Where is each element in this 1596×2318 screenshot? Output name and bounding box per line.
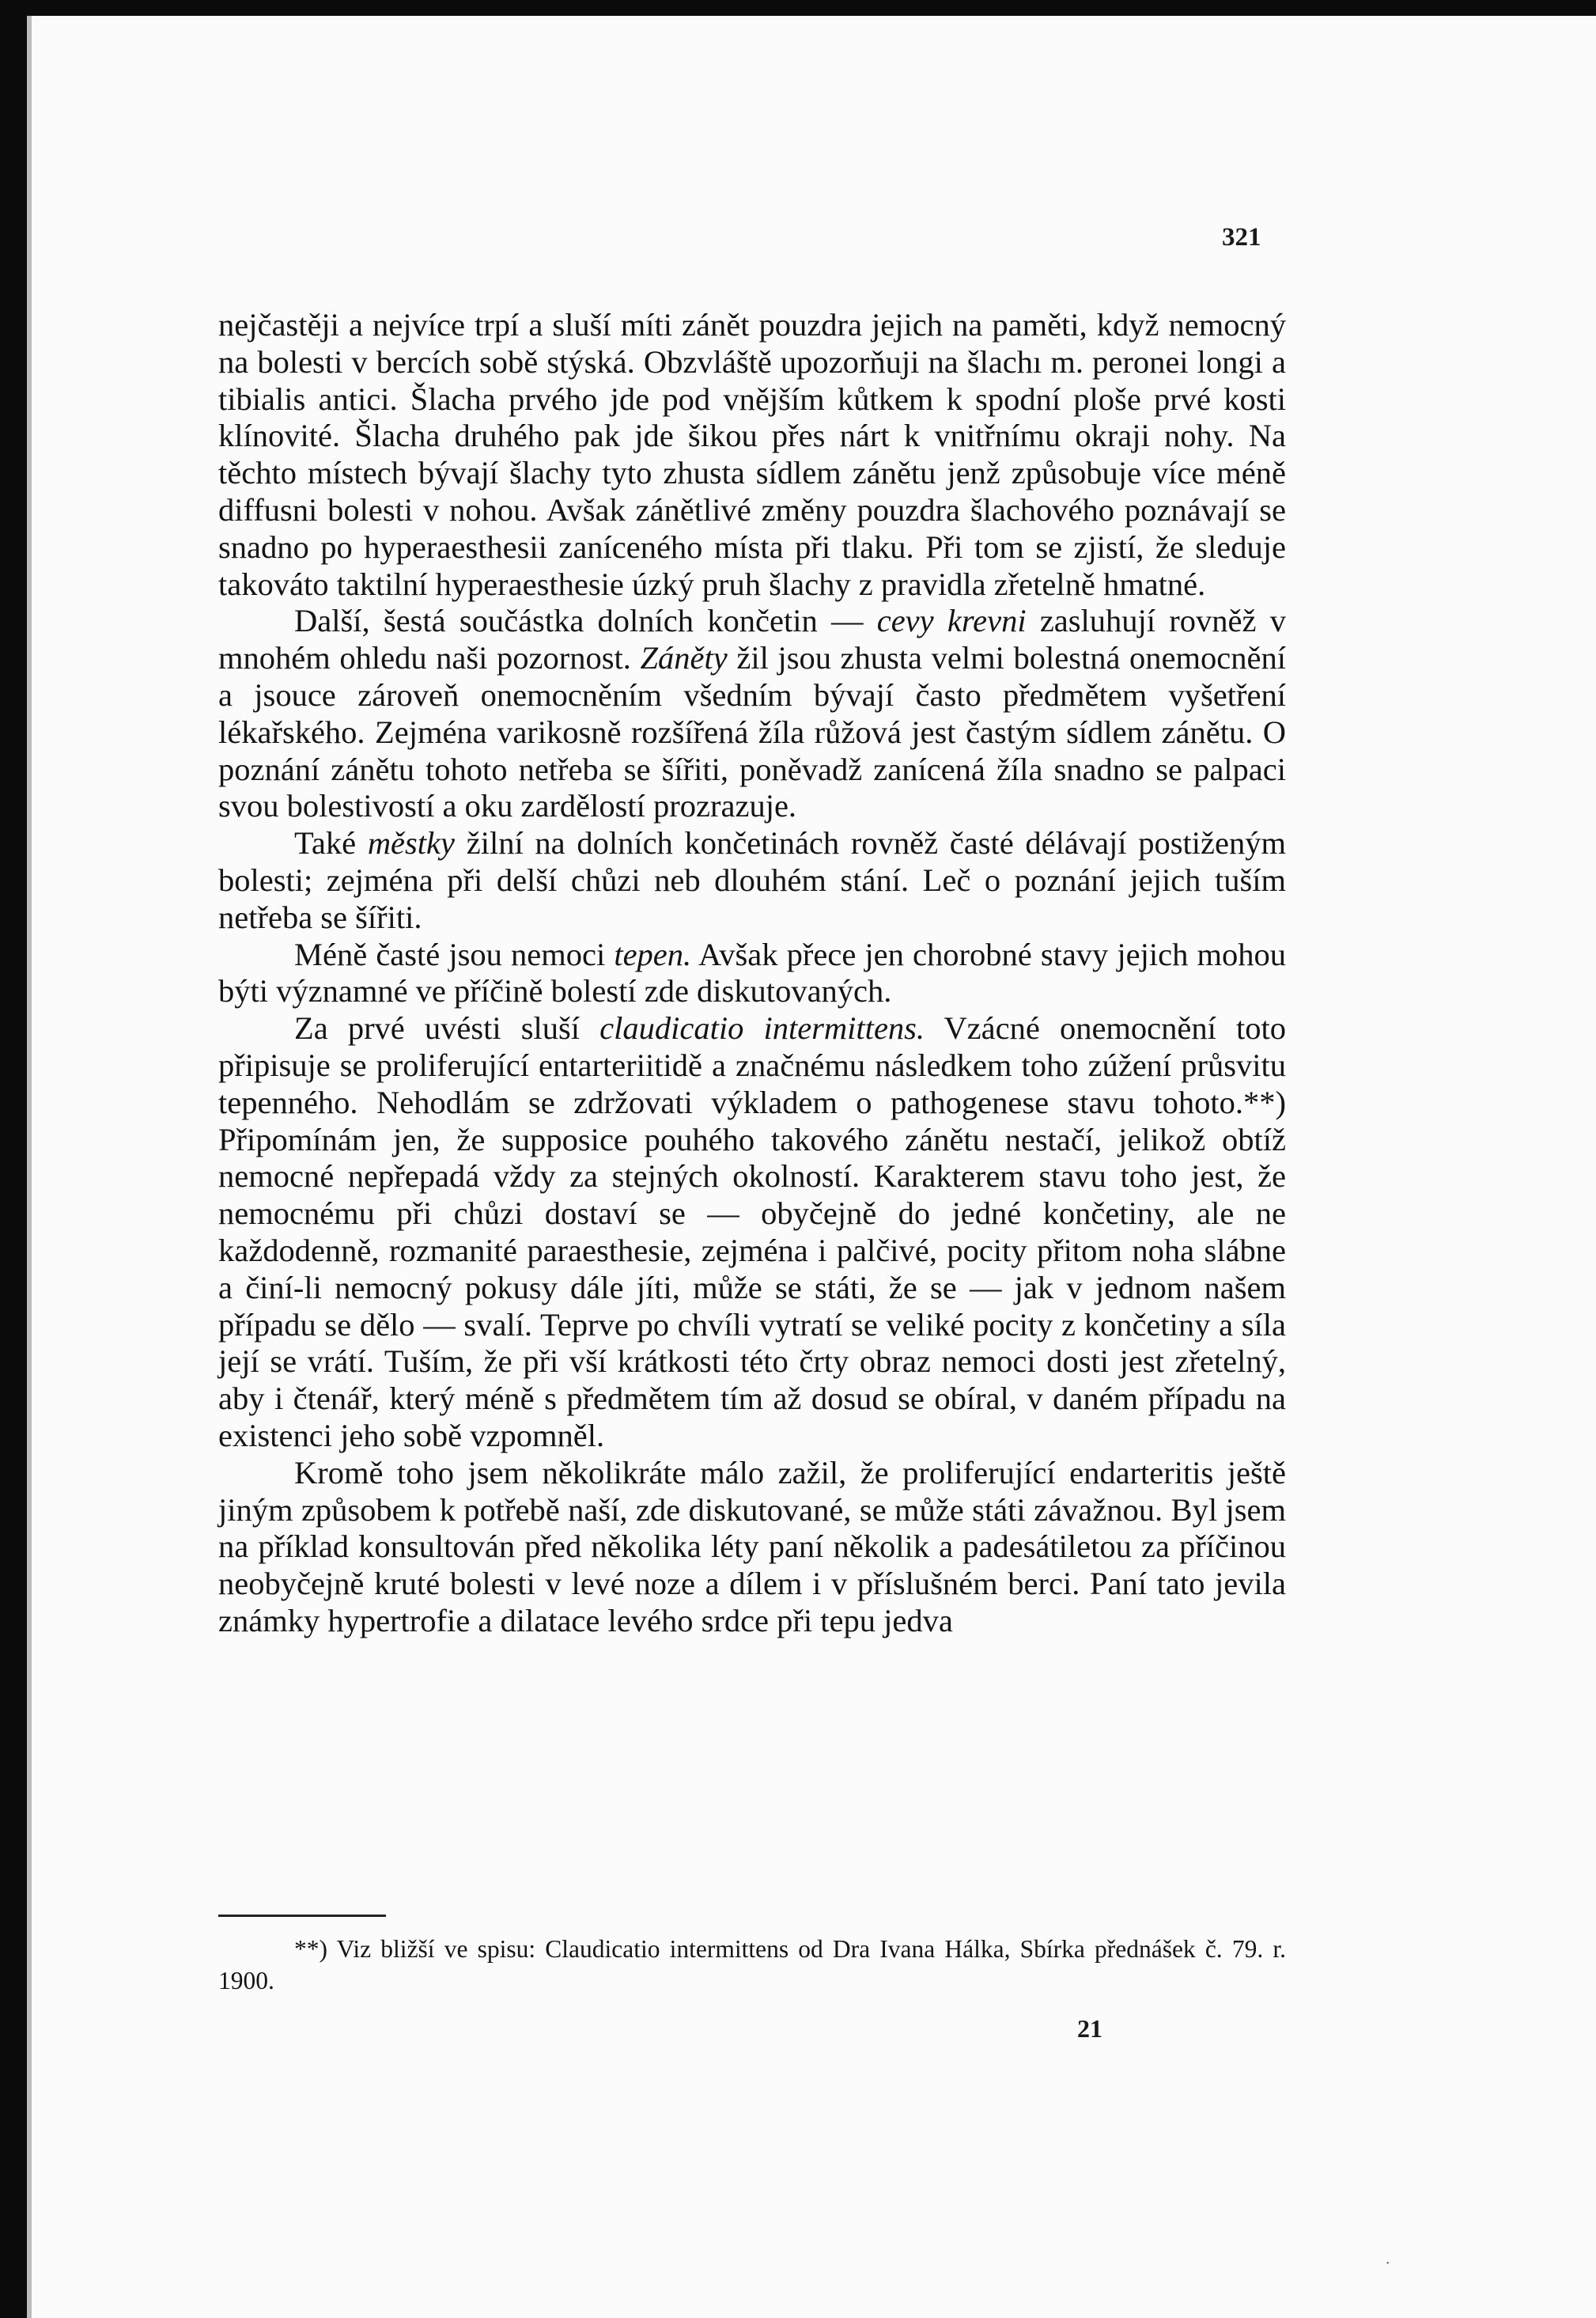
text-run: žil jsou zhusta velmi bolestná onemocnění a jsouce zároveň onemocněním všedním bývají často předmětem vyšetření lékařského. Zejména varikosně rozšířená žíla růžová jest častým sídlem zánětu. O poznání zánětu tohoto netřeba se šířiti, poněvadž zanícená žíla snadno se palpaci svou bolestivostí a oku zardělostí prozrazuje. xyxy=(218,640,1286,824)
footnote-divider xyxy=(218,1915,386,1917)
footnote: **) Viz bližší ve spisu: Claudicatio intermittens od Dra Ivana Hálka, Sbírka přednášek č. 79. r. 1900. xyxy=(218,1935,1286,1994)
paragraph-endarteritis: Kromě toho jsem několikráte málo zažil, že proliferující endarteritis ještě jiným způsobem k potřebě naší, zde diskutované, se může státi závažnou. Byl jsem na příklad konsultován před několika léty paní několik a padesátiletou za příčinou neobyčejně kruté bolesti v levé noze a dílem i v příslušném berci. Paní tato jevila známky hypertrofie a dilatace levého srdce při tepu jedva xyxy=(218,1454,1286,1638)
paragraph-varices xyxy=(218,825,1286,936)
text-run: Také xyxy=(294,825,368,862)
body-text xyxy=(218,307,1286,1640)
printer-signature-mark: 21 xyxy=(1077,2014,1102,2043)
italic-term: Záněty xyxy=(640,640,728,676)
page-number: 321 xyxy=(1222,223,1261,252)
text-run: žilní na dolních končetinách rovněž časté délávají postiženým bolesti; zejména při delší chůzi neb dlouhém stání. Leč o poznání jejich tuším netřeba se šířiti. xyxy=(218,825,1286,935)
book-page xyxy=(27,16,1596,2318)
italic-term: cevy krevni xyxy=(876,603,1027,639)
paragraph-tendons: nejčastěji a nejvíce trpí a sluší míti zánět pouzdra jejich na paměti, když nemocný na bolesti v bercích sobě stýská. Obzvláště upozorňuji na šlachı m. peronei longi a tibialis antici. Šlacha prvého jde pod vnějším kůtkem k spodní ploše prvé kosti klínovité. Šlacha druhého pak jde šikou přes nárt k vnitřnímu okraji nohy. Na těchto místech bývají šlachy tyto zhusta sídlem zánětu jenž způsobuje více méně diffusni bolesti v nohou. Avšak zánětlivé změny pouzdra šlachového poznávají se snadno po hyperaesthesii zaníceného místa při tlaku. Při tom se zjistí, že sleduje takováto taktilní hyperaesthesie úzký pruh šlachy z pravidla zřetelně hmatné. xyxy=(218,307,1286,602)
italic-term: městky xyxy=(367,825,456,862)
text-run: Avšak přece jen chorobné stavy jejich mohou býti významné ve příčině bolestí zde diskutovaných. xyxy=(218,936,1286,1009)
paragraph-blood-vessels xyxy=(218,603,1286,825)
corner-speck: ˙ xyxy=(1385,2258,1391,2278)
text-run: Méně časté jsou nemoci xyxy=(294,936,615,972)
text-run: Vzácné onemocnění toto připisuje se proliferující entarteriitidě a značnému následkem toho zúžení průsvitu tepenného. Nehodlám se zdržovati výkladem o pathogenese stavu tohoto.**) Připomínám jen, že supposice pouhého takového zánětu nestačí, jelikož obtíž nemocné nepřepadá vždy za stejných okolností. Karakterem stavu toho jest, že nemocnému při chůzi dostaví se — obyčejně do jedné končetiny, ale ne každodenně, rozmanité paraesthesie, zejména i palčivé, pocity přitom noha slábne a činí-li nemocný pokusy dále jíti, může se státi, že se — jak v jednom našem případu se dělo — svalí. Teprve po chvíli vytratí se veliké pocity z končetiny a síla její se vrátí. Tuším, že při vší krátkosti této črty obraz nemoci dosti jest zřetelný, aby i čtenář, který méně s předmětem tím až dosud se obíral, v daném případu na existenci jeho sobě vzpomněl. xyxy=(218,1010,1286,1453)
text-run: Za prvé uvésti sluší xyxy=(294,1010,600,1047)
paragraph-arteries xyxy=(218,937,1286,1011)
paragraph-claudicatio xyxy=(218,1010,1286,1455)
text-run: zasluhují rovněž v mnohém ohledu naši pozornost. xyxy=(218,603,1286,676)
text-run: Další, šestá součástka dolních končetin — xyxy=(294,603,877,639)
italic-term: claudicatio intermittens. xyxy=(599,1010,925,1047)
italic-term: tepen. xyxy=(614,936,692,972)
